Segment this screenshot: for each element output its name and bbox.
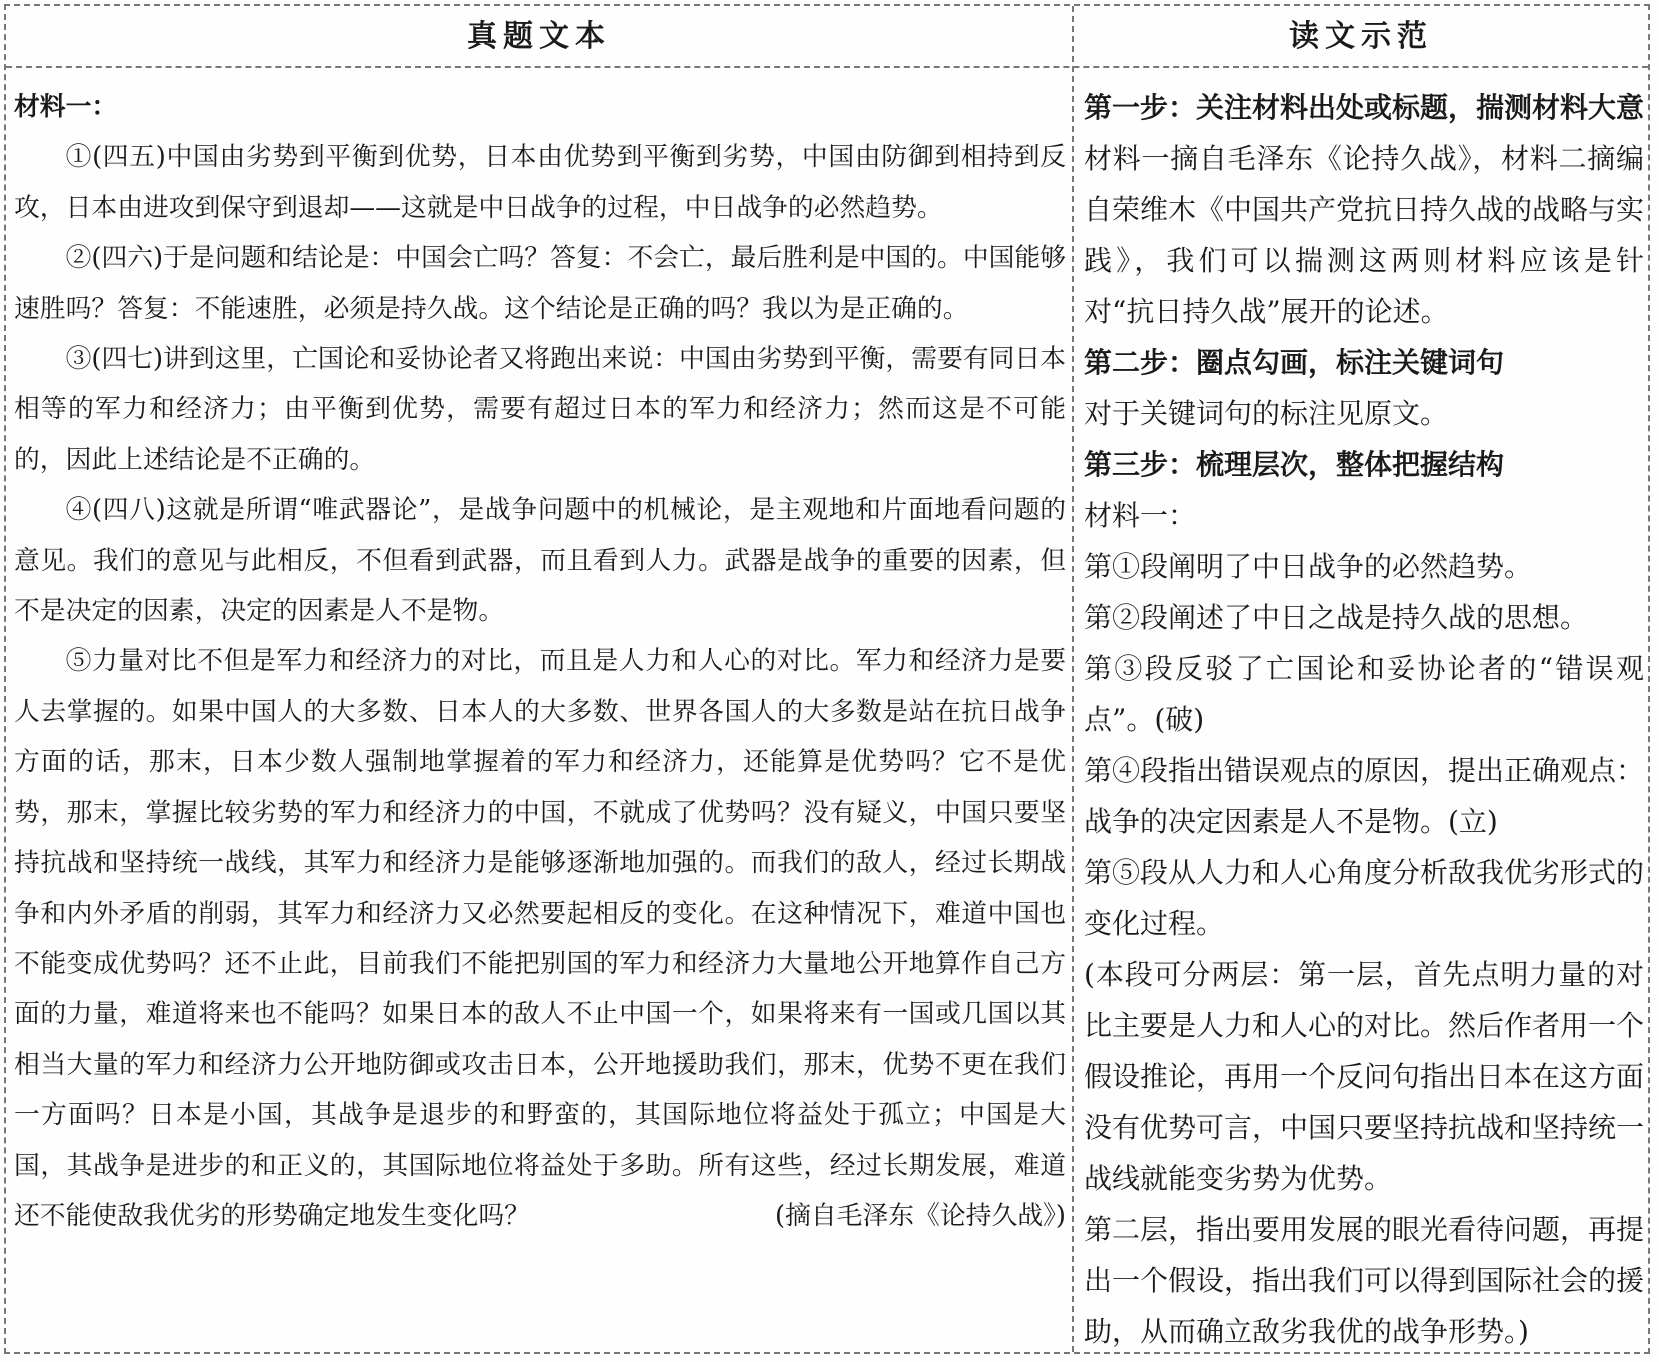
step3-item-2: 第②段阐述了中日之战是持久战的思想。	[1084, 601, 1589, 634]
step1-text: 材料一摘自毛泽东《论持久战》，材料二摘编自荣维木《中国共产党抗日持久战的战略与实践》，我们可以揣测这两则材料应该是针对“抗日持久战”展开的论述。	[1084, 142, 1645, 328]
step2-text: 对于关键词句的标注见原文。	[1084, 397, 1449, 430]
material-paragraph-5-text: ⑤力量对比不但是军力和经济力的对比，而且是人力和人心的对比。军力和经济力是要人去掌握的。如果中国人的大多数、日本人的大多数、世界各国人的大多数是站在抗日战争方面的话，那末，日本少数人强制地掌握着的军力和经济力，还能算是优势吗？它不是优势，那末，掌握比较劣势的军力和经济力的中国，不就成了优势吗？没有疑义，中国只要坚持抗战和坚持统一战线，其军力和经济力是能够逐渐地加强的。而我们的敌人，经过长期战争和内外矛盾的削弱，其军力和经济力又必然要起相反的变化。在这种情况下，难道中国也不能变成优势吗？还不止此，目前我们不能把别国的军力和经济力大量地公开地算作自己方面的力量，难道将来也不能吗？如果日本的敌人不止中国一个，如果将来有一国或几国以其相当大量的军力和经济力公开地防御或攻击日本，公开地援助我们，那末，优势不更在我们一方面吗？日本是小国，其战争是退步的和野蛮的，其国际地位将益处于孤立；中国是大国，其战争是进步的和正义的，其国际地位将益处于多助。所有这些，经过长期发展，难道还不能使敌我优劣的形势确定地发生变化吗？	[14, 646, 1066, 1231]
column-divider	[1072, 6, 1074, 1352]
material-label: 材料一：	[14, 92, 118, 122]
table-header-row	[6, 6, 1648, 68]
original-text-column	[14, 82, 1066, 1241]
step3-item-1: 第①段阐明了中日战争的必然趋势。	[1084, 550, 1533, 583]
step3-item-5: 第⑤段从人力和人心角度分析敌我优劣形式的变化过程。	[1084, 856, 1645, 940]
step3-item-4: 第④段指出错误观点的原因，提出正确观点：战争的决定因素是人不是物。(立)	[1084, 754, 1645, 838]
step3-item-6: (本段可分两层：第一层，首先点明力量的对比主要是人力和人心的对比。然后作者用一个假设推论，再用一个反问句指出日本在这方面没有优势可言，中国只要坚持抗战和坚持统一战线就能变劣势为优势。	[1084, 958, 1645, 1195]
material-paragraph-4: ④(四八)这就是所谓“唯武器论”，是战争问题中的机械论，是主观地和片面地看问题的意见。我们的意见与此相反，不但看到武器，而且看到人力。武器是战争的重要的因素，但不是决定的因素，决定的因素是人不是物。	[14, 495, 1066, 627]
source-citation: (摘自毛泽东《论持久战》)	[775, 1200, 1066, 1231]
material-paragraph-1: ①(四五)中国由劣势到平衡到优势，日本由优势到平衡到劣势，中国由防御到相持到反攻，日本由进攻到保守到退却——这就是中日战争的过程，中日战争的必然趋势。	[14, 142, 1066, 223]
material-paragraph-3: ③(四七)讲到这里，亡国论和妥协论者又将跑出来说：中国由劣势到平衡，需要有同日本相等的军力和经济力；由平衡到优势，需要有超过日本的军力和经济力；然而这是不可能的，因此上述结论是不正确的。	[14, 344, 1067, 475]
left-column-header: 真题文本	[467, 19, 611, 54]
step2-title: 第二步：圈点勾画，标注关键词句	[1084, 346, 1505, 379]
step3-item-3: 第③段反驳了亡国论和妥协论者的“错误观点”。(破)	[1084, 652, 1644, 736]
step3-label: 材料一：	[1084, 499, 1197, 532]
step3-title: 第三步：梳理层次，整体把握结构	[1084, 448, 1505, 481]
step1-title: 第一步：关注材料出处或标题，揣测材料大意	[1084, 91, 1645, 124]
reading-demo-column	[1084, 82, 1644, 1357]
table-frame	[4, 4, 1650, 1354]
material-paragraph-5	[14, 636, 1066, 1241]
material-paragraph-2: ②(四六)于是问题和结论是：中国会亡吗？答复：不会亡，最后胜利是中国的。中国能够速胜吗？答复：不能速胜，必须是持久战。这个结论是正确的吗？我以为是正确的。	[14, 243, 1067, 324]
step3-item-7: 第二层，指出要用发展的眼光看待问题，再提出一个假设，指出我们可以得到国际社会的援助，从而确立敌劣我优的战争形势。)	[1084, 1213, 1645, 1348]
right-column-header: 读文示范	[1289, 19, 1433, 54]
